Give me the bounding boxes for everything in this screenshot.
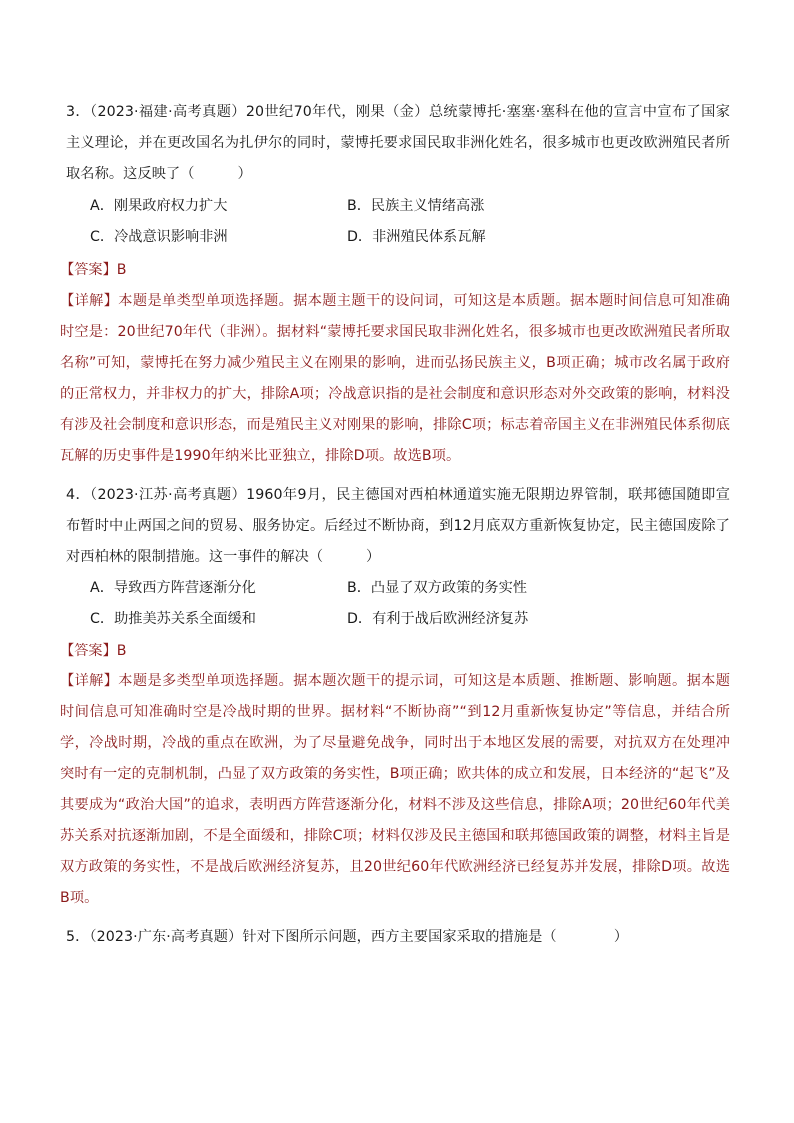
question-3-stem: 3．（2023·福建·高考真题）20世纪70年代，刚果（金）总统蒙博托·塞塞·塞科在他的宣言中宣布了国家主义理论，并在更改国名为扎伊尔的同时，蒙博托要求国民取非洲化姓名，很多城市也更改欧洲殖民者所取名称。这反映了（ ） xyxy=(66,104,730,182)
option-d: D．有利于战后欧洲经济复苏 xyxy=(347,611,529,627)
option-c: C．冷战意识影响非洲 xyxy=(90,229,228,245)
option-a: A．导致西方阵营逐渐分化 xyxy=(90,580,256,596)
option-d: D．非洲殖民体系瓦解 xyxy=(347,229,486,245)
option-a: A．刚果政府权力扩大 xyxy=(90,198,228,214)
question-4-detail xyxy=(60,666,730,914)
answer-label: 【答案】B xyxy=(60,643,127,659)
question-4-options xyxy=(90,573,710,635)
question-5 xyxy=(66,922,730,953)
option-c: C．助推美苏关系全面缓和 xyxy=(90,611,256,627)
question-3-options xyxy=(90,191,710,253)
answer-label: 【答案】B xyxy=(60,262,127,278)
question-4 xyxy=(66,480,730,573)
detail-text: 【详解】本题是多类型单项选择题。据本题次题干的提示词，可知这是本质题、推断题、影响题。据本题时间信息可知准确时空是冷战时期的世界。据材料“不断协商”“到12月重新恢复协定”等信息，并结合所学，冷战时期，冷战的重点在欧洲，为了尽量避免战争，同时出于本地区发展的需要，对抗双方在处理冲突时有一定的克制机制，凸显了双方政策的务实性，B项正确；欧共体的成立和发展，日本经济的“起飞”及其要成为“政治大国”的追求，表明西方阵营逐渐分化，材料不涉及这些信息，排除A项；20世纪60年代美苏关系对抗逐渐加剧，不是全面缓和，排除C项；材料仅涉及民主德国和联邦德国政策的调整，材料主旨是双方政策的务实性，不是战后欧洲经济复苏，且20世纪60年代欧洲经济已经复苏并发展，排除D项。故选B项。 xyxy=(60,673,731,906)
question-4-stem: 4．（2023·江苏·高考真题）1960年9月，民主德国对西柏林通道实施无限期边界管制，联邦德国随即宣布暂时中止两国之间的贸易、服务协定。后经过不断协商，到12月底双方重新恢复协定，民主德国废除了对西柏林的限制措施。这一事件的解决（ ） xyxy=(66,487,730,565)
option-b: B．凸显了双方政策的务实性 xyxy=(347,580,527,596)
question-3 xyxy=(66,97,730,190)
detail-label: 【详解】 xyxy=(60,673,119,689)
option-b: B．民族主义情绪高涨 xyxy=(347,198,485,214)
question-3-detail xyxy=(60,286,730,472)
detail-text: 【详解】本题是单类型单项选择题。据本题主题干的设问词，可知这是本质题。据本题时间信息可知准确时空是：20世纪70年代（非洲）。据材料“蒙博托要求国民取非洲化姓名，很多城市也更改欧洲殖民者所取名称”可知，蒙博托在努力减少殖民主义在刚果的影响，进而弘扬民族主义，B项正确；城市改名属于政府的正常权力，并非权力的扩大，排除A项；冷战意识指的是社会制度和意识形态对外交政策的影响，材料没有涉及社会制度和意识形态，而是殖民主义对刚果的影响，排除C项；标志着帝国主义在非洲殖民体系彻底瓦解的历史事件是1990年纳米比亚独立，排除D项。故选B项。 xyxy=(60,293,731,464)
question-5-stem: 5．（2023·广东·高考真题）针对下图所示问题，西方主要国家采取的措施是（ ） xyxy=(66,929,629,945)
detail-label: 【详解】 xyxy=(60,293,119,309)
